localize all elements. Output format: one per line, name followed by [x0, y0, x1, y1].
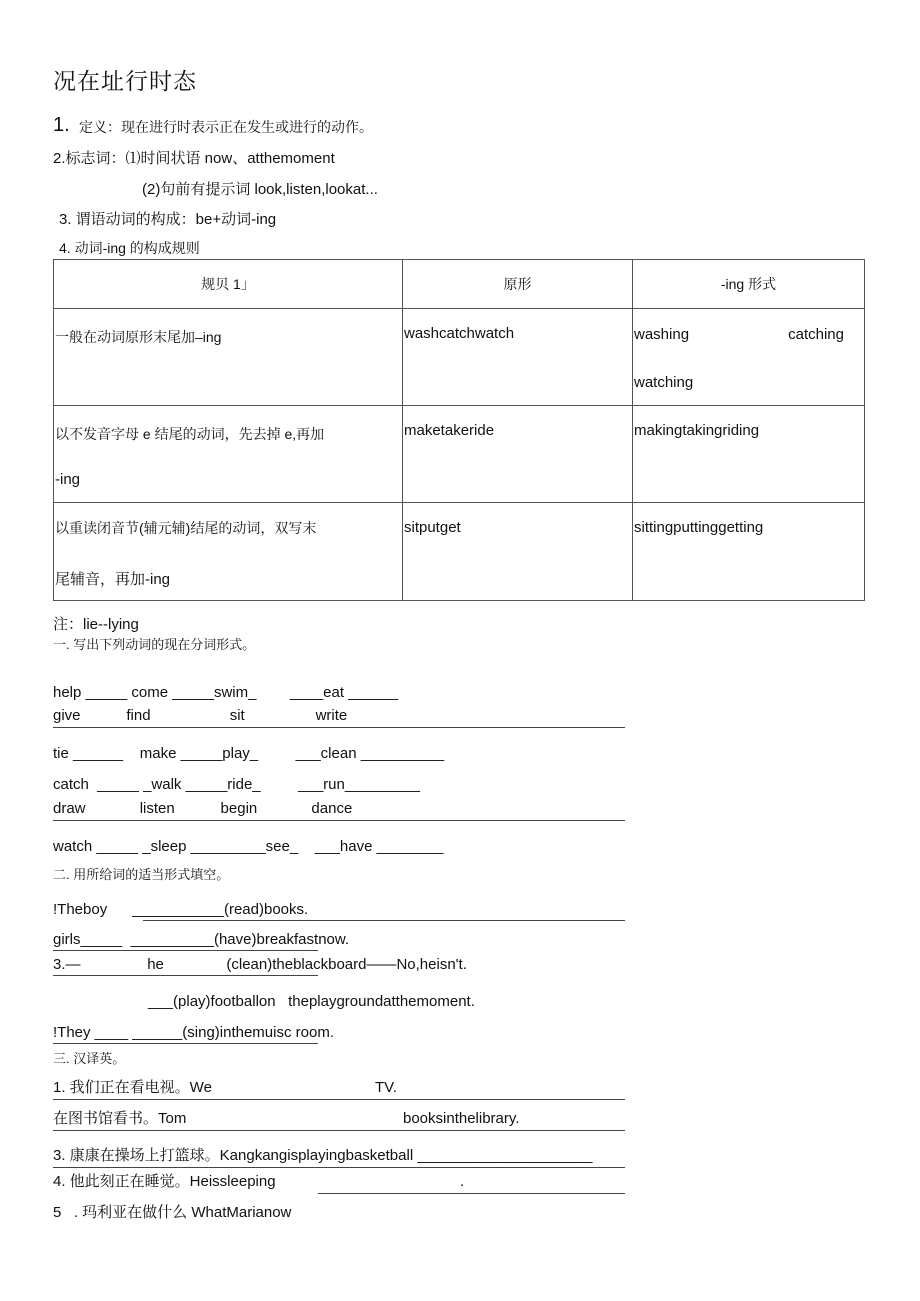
section2-title: 二. 用所给词的适当形式填空。	[53, 867, 230, 882]
exercise-line: give find sit write	[53, 707, 348, 724]
fill-line: girls_____ __________(have)breakfastnow.	[53, 931, 350, 948]
structure-line: 3. 谓语动词的构成：be+动词-ing	[59, 211, 277, 228]
ing-form: makingtakingriding	[634, 422, 760, 439]
definition-text: 定义：现在进行时表示正在发生或进行的动作。	[79, 119, 373, 135]
rule-text: 以重读闭音节(辅元辅)结尾的动词，双写末	[55, 520, 317, 536]
exercise-line: draw listen begin dance	[53, 800, 353, 817]
fill-line: !Theboy ___________(read)books.	[53, 901, 309, 918]
answer-line	[143, 920, 625, 921]
translate-q3: 3. 康康在操场上打篮球。Kangkangisplayingbasketball _____________________	[53, 1147, 593, 1164]
fill-line: !They ____ ______(sing)inthemuisc room.	[53, 1024, 334, 1041]
definition-number: 1.	[53, 114, 70, 136]
section1-title: 一. 写出下列动词的现在分词形式。	[53, 637, 256, 652]
fill-line: ___(play)footballon theplaygroundatthemoment.	[148, 993, 475, 1010]
answer-line	[53, 820, 625, 821]
table-row	[54, 309, 865, 406]
ing-rules-table	[53, 259, 865, 601]
section3-title: 三. 汉译英。	[53, 1051, 126, 1066]
header-base: 原形	[403, 260, 633, 309]
answer-line	[53, 975, 318, 976]
ing-form: washing	[634, 326, 690, 343]
note: 注：lie--lying	[53, 616, 139, 633]
answer-line	[53, 950, 318, 951]
translate-q1-end: TV.	[375, 1079, 397, 1096]
answer-line	[53, 1130, 625, 1131]
translate-q4-end: .	[460, 1173, 465, 1190]
signal-words-line1: 2.标志词：⑴时间状语 now、atthemoment	[53, 150, 335, 167]
answer-line	[318, 1193, 625, 1194]
answer-line	[53, 727, 625, 728]
answer-line	[53, 1167, 625, 1168]
ing-form: watching	[634, 374, 694, 391]
signal-words-line2: (2)句前有提示词 look,listen,lookat...	[142, 181, 378, 198]
header-rule: 规贝 1」	[54, 260, 403, 309]
exercise-line: watch _____ _sleep _________see_ ___have ________	[53, 838, 444, 855]
base-forms: washcatchwatch	[404, 325, 515, 342]
translate-q4: 4. 他此刻正在睡觉。Heissleeping	[53, 1173, 276, 1190]
ing-form: catching	[788, 326, 844, 343]
translate-q5: 5 . 玛利亚在做什么 WhatMarianow	[53, 1204, 292, 1221]
rule-text-cont: 尾辅音，再加-ing	[55, 571, 171, 588]
answer-line	[53, 1099, 625, 1100]
header-ing: -ing 形式	[633, 260, 865, 309]
exercise-line: help _____ come _____swim_ ____eat ______	[53, 684, 399, 701]
rules-title: 4. 动词-ing 的构成规则	[59, 240, 200, 256]
translate-q1: 1. 我们正在看电视。We	[53, 1079, 212, 1096]
answer-line	[53, 1043, 318, 1044]
base-forms: maketakeride	[404, 422, 495, 439]
ing-form: sittingputtinggetting	[634, 519, 764, 536]
fill-line: 3.— he (clean)theblackboard——No,heisn't.	[53, 956, 467, 973]
rule-text: 一般在动词原形末尾加–ing	[55, 329, 222, 345]
rule-text-cont: -ing	[55, 471, 81, 488]
exercise-line: tie ______ make _____play_ ___clean __________	[53, 745, 445, 762]
base-forms: sitputget	[404, 519, 461, 536]
table-header-row	[54, 260, 865, 309]
rule-text: 以不发音字母 e 结尾的动词，先去掉 e,再加	[55, 426, 325, 442]
table-row	[54, 406, 865, 503]
table-row	[54, 503, 865, 601]
translate-q2: 在图书馆看书。Tom	[53, 1110, 187, 1127]
page-title: 况在址行时态	[53, 68, 197, 94]
exercise-line: catch _____ _walk _____ride_ ___run_________	[53, 776, 420, 793]
translate-q2-end: booksinthelibrary.	[403, 1110, 520, 1127]
